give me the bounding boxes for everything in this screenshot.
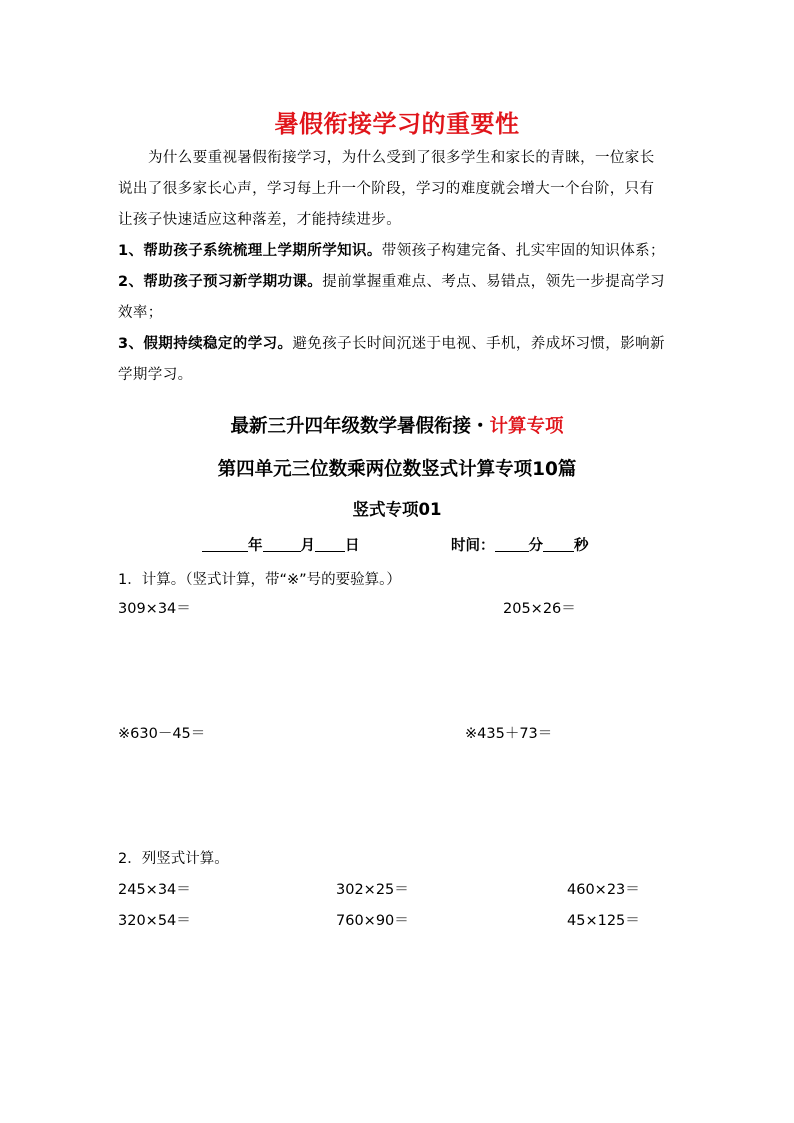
section-heading xyxy=(0,412,794,438)
time-line xyxy=(451,534,589,555)
point-1-text: 带领孩子构建完备、扎实牢固的知识体系； xyxy=(381,243,665,259)
point-3 xyxy=(118,332,665,353)
problem-2-6: 45×125＝ xyxy=(567,913,640,929)
month-blank[interactable] xyxy=(263,537,301,552)
intro-line-3: 让孩子快速适应这种落差，才能持续进步。 xyxy=(118,212,402,228)
problem-2-5: 760×90＝ xyxy=(336,913,409,929)
day-label: 日 xyxy=(345,538,360,554)
exercise-heading: 竖式专项01 xyxy=(352,500,442,519)
point-1-heading: 1、帮助孩子系统梳理上学期所学知识。 xyxy=(118,243,382,259)
point-3-heading: 3、假期持续稳定的学习。 xyxy=(118,336,293,352)
problem-1-4: ※435＋73＝ xyxy=(465,726,553,742)
page-title: 暑假衔接学习的重要性 xyxy=(274,110,520,138)
point-3-continued: 学期学习。 xyxy=(118,367,193,383)
year-blank[interactable] xyxy=(202,537,248,552)
point-2-continued: 效率； xyxy=(118,305,163,321)
intro-line-2: 说出了很多家长心声，学习每上升一个阶段，学习的难度就会增大一个台阶，只有 xyxy=(118,181,655,197)
minute-blank[interactable] xyxy=(495,537,529,552)
problem-2-1: 245×34＝ xyxy=(118,882,191,898)
problem-2-4: 320×54＝ xyxy=(118,913,191,929)
intro-line-1: 为什么要重视暑假衔接学习，为什么受到了很多学生和家长的青睐，一位家长 xyxy=(148,150,655,166)
problem-1-1: 309×34＝ xyxy=(118,601,191,617)
problem-1-3: ※630－45＝ xyxy=(118,726,206,742)
section-2-instruction: 2．列竖式计算。 xyxy=(118,851,229,867)
section-heading-main: 最新三升四年级数学暑假衔接・ xyxy=(230,416,490,437)
second-blank[interactable] xyxy=(543,537,574,552)
section-heading-highlight: 计算专项 xyxy=(489,416,564,437)
problem-2-2: 302×25＝ xyxy=(336,882,409,898)
year-label: 年 xyxy=(248,538,263,554)
point-2 xyxy=(118,270,665,291)
month-label: 月 xyxy=(300,538,315,554)
date-line xyxy=(202,534,360,555)
unit-heading: 第四单元三位数乘两位数竖式计算专项10篇 xyxy=(217,459,577,480)
minute-label: 分 xyxy=(528,538,543,554)
point-3-text: 避免孩子长时间沉迷于电视、手机，养成坏习惯，影响新 xyxy=(292,336,665,352)
time-label: 时间： xyxy=(451,538,495,554)
problem-2-3: 460×23＝ xyxy=(567,882,640,898)
day-blank[interactable] xyxy=(315,537,345,552)
point-1 xyxy=(118,239,665,260)
section-1-instruction: 1．计算。（竖式计算，带“※”号的要验算。） xyxy=(118,572,401,588)
problem-1-2: 205×26＝ xyxy=(503,601,576,617)
point-2-heading: 2、帮助孩子预习新学期功课。 xyxy=(118,274,323,290)
point-2-text: 提前掌握重难点、考点、易错点，领先一步提高学习 xyxy=(322,274,665,290)
second-label: 秒 xyxy=(574,538,589,554)
